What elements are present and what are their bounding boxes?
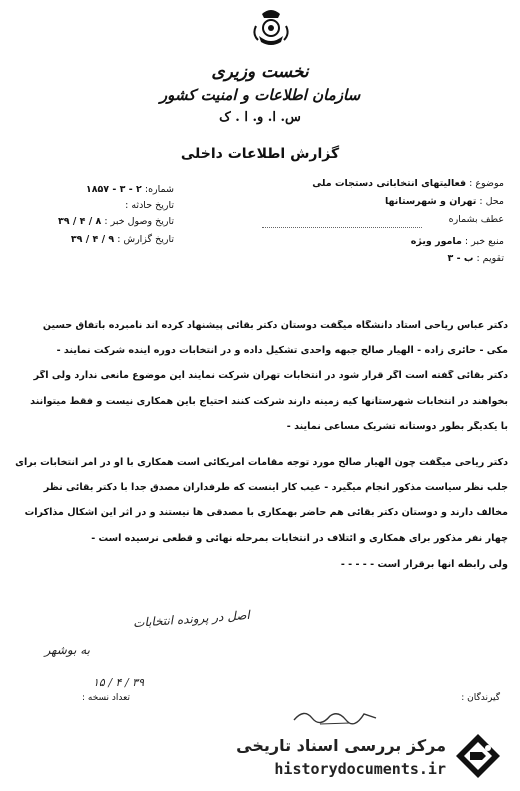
number-row bbox=[86, 184, 174, 196]
organization-title: سازمان اطلاعات و امنیت کشور bbox=[159, 86, 361, 104]
reference-label: عطف بشماره bbox=[448, 214, 504, 225]
organization-code: س. ا. و. ا . ک bbox=[219, 110, 301, 125]
body-paragraph-line: دکتر بقائی گفته است اگر قرار شود در انتخابات تهران شرکت نمایند این موضوع مانعی ندارد ولی اگر bbox=[33, 370, 508, 381]
report-type-title: گزارش اطلاعات داخلی bbox=[180, 146, 340, 162]
source-label: منبع خبر : bbox=[464, 236, 504, 247]
rating-label: تقویم : bbox=[476, 253, 504, 264]
rating-value: ب - ۳ bbox=[447, 253, 474, 264]
body-paragraph-line: دکتر ریاحی میگفت چون الهیار صالح مورد توجه مقامات آمریکائی است همکاری با او در امر انتخابات برای bbox=[15, 457, 508, 468]
body-paragraph-line: مکی - حائری زاده - الهیار صالح جبهه واحدی تشکیل داده و در انتخابات دوره آینده شرکت نمایند - bbox=[56, 345, 508, 356]
receipt-date-label: تاریخ وصول خبر : bbox=[104, 216, 174, 227]
rating-row bbox=[448, 253, 505, 265]
place-value: تهران و شهرستانها bbox=[384, 196, 477, 207]
reference-row bbox=[449, 214, 504, 226]
body-paragraph-line: جلب نظر سیاست مذکور انجام میگیرد - عیب کار اینست که طرفداران مصدق جدا با دکتر بقائی نظر bbox=[43, 482, 508, 493]
watermark-title: مرکز بررسی اسناد تاریخی bbox=[236, 736, 446, 755]
recipients-label: گیرندگان : bbox=[461, 693, 500, 703]
handwritten-note: به بوشهر bbox=[44, 643, 90, 657]
subject-label: موضوع : bbox=[469, 178, 504, 189]
handwritten-filing-note: اصل در پرونده انتخابات bbox=[132, 607, 251, 631]
report-date-row bbox=[71, 234, 174, 246]
divider-line bbox=[262, 227, 422, 228]
subject-value: فعالیتهای انتخاباتی دستجات ملی bbox=[312, 178, 467, 189]
event-date-row bbox=[125, 200, 174, 212]
body-paragraph-line: با یکدیگر بطور دوستانه تشریک مساعی نمایند - bbox=[286, 421, 508, 432]
report-date-label: تاریخ گزارش : bbox=[117, 234, 174, 245]
event-date-label: تاریخ حادثه : bbox=[125, 200, 174, 211]
report-date-value: ۹ / ۴ / ۳۹ bbox=[70, 234, 115, 245]
body-paragraph-line: مخالف دارند و دوستان دکتر بقائی هم حاضر بهمکاری با مصدقی ها نیستند و در اثر این اشکال مذاکرات bbox=[24, 507, 508, 518]
number-value: ۲ - ۳ - ۱۸۵۷ bbox=[85, 184, 142, 195]
place-label: محل : bbox=[479, 196, 504, 207]
body-paragraph-line: دکتر عباس ریاحی استاد دانشگاه میگفت دوستان دکتر بقائی پیشنهاد کرده اند نامبرده باتفاق حسین bbox=[42, 320, 508, 331]
copies-count-label: تعداد نسخه : bbox=[81, 693, 130, 703]
office-title: نخست وزیری bbox=[211, 62, 309, 82]
source-row bbox=[411, 236, 504, 248]
place-row bbox=[385, 196, 504, 208]
number-label: شماره: bbox=[144, 184, 174, 195]
receipt-date-value: ۸ / ۴ / ۳۹ bbox=[57, 216, 102, 227]
body-paragraph-line: ولی رابطه آنها برقرار است - - - - - bbox=[340, 559, 508, 570]
handwritten-date-note: ۳۹ / ۴ / ۱۵ bbox=[93, 676, 144, 689]
signature-icon bbox=[290, 704, 380, 728]
lion-and-sun-emblem-icon bbox=[250, 6, 292, 50]
body-paragraph-line: بخواهند در انتخابات شهرستانها کیه زمینه دارند شرکت کنند احتیاج باین همکاری نیست و فقط میتوانند bbox=[30, 396, 508, 407]
body-paragraph-line: چهار نفر مذکور برای همکاری و ائتلاف در انتخابات بمرحله نهائی و قطعی نرسیده است - bbox=[91, 533, 508, 544]
source-value: مامور ویژه bbox=[410, 236, 462, 247]
receipt-date-row bbox=[58, 216, 174, 228]
subject-row bbox=[312, 178, 504, 190]
archive-logo-icon bbox=[452, 730, 504, 782]
watermark-url[interactable]: historydocuments.ir bbox=[274, 760, 446, 778]
